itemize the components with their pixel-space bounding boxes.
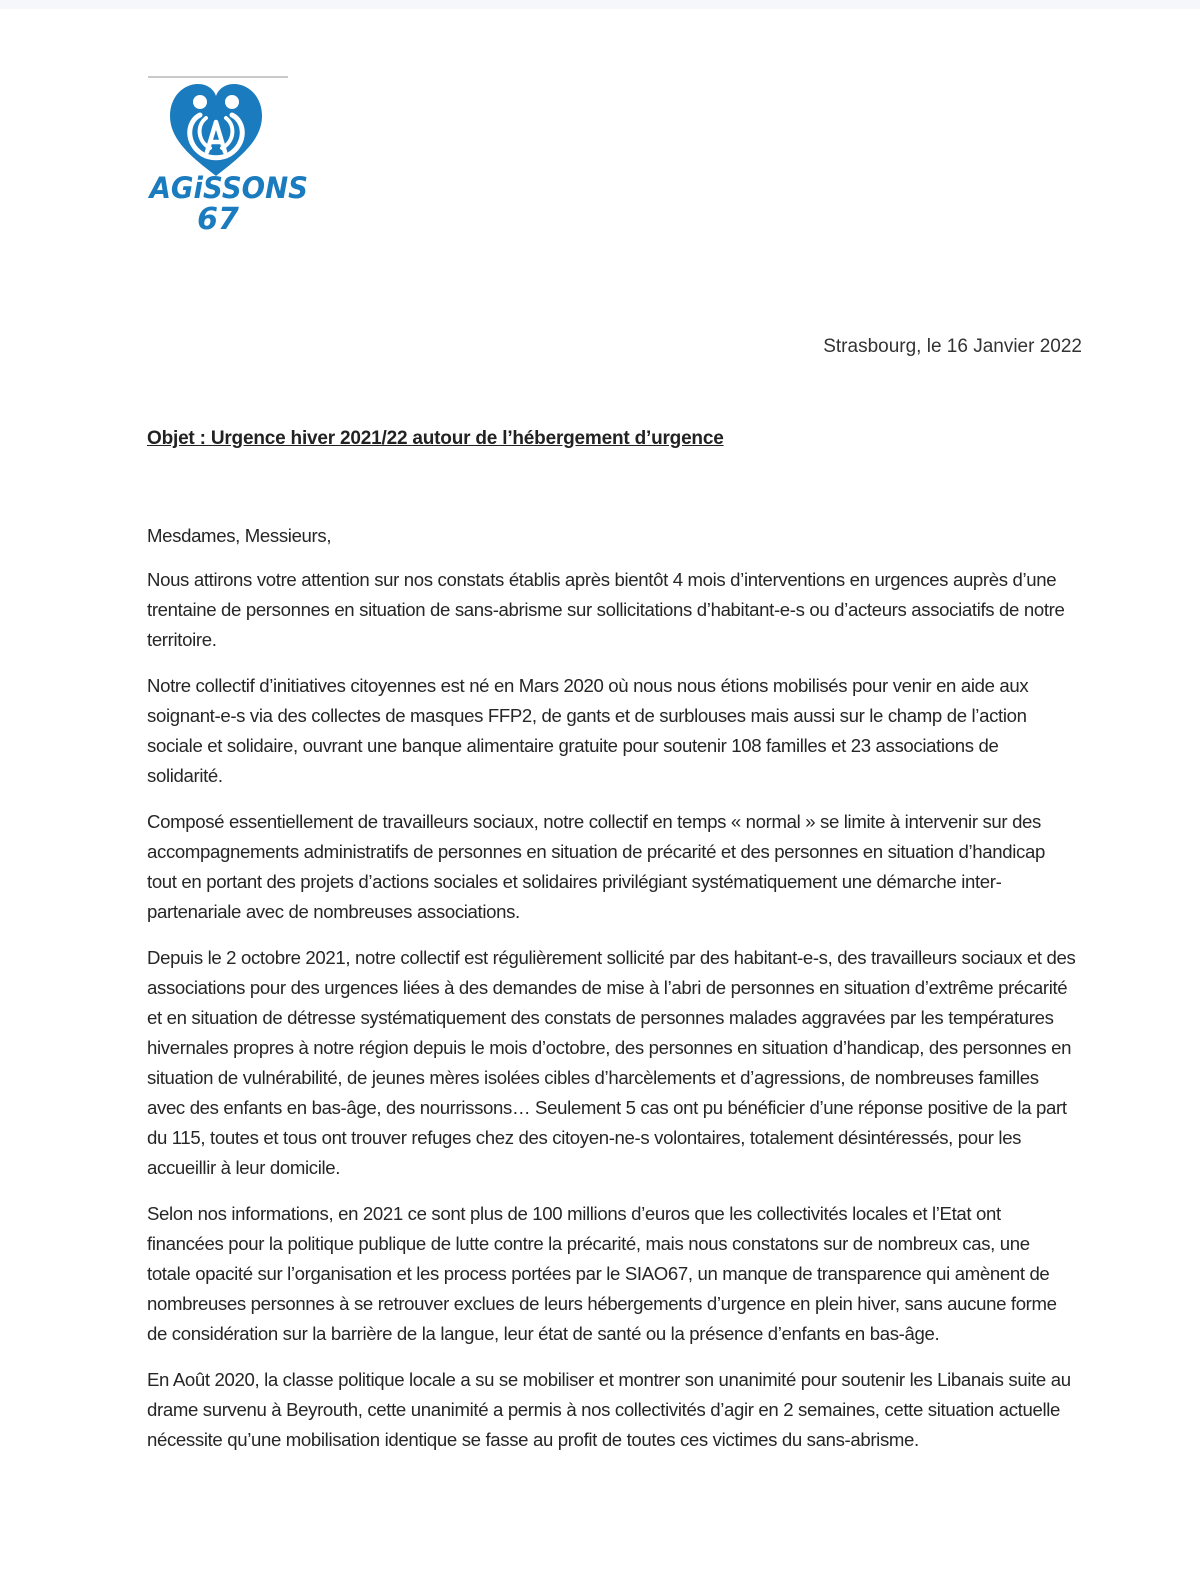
logo-number: 67: [197, 202, 239, 237]
heart-with-two-figures-and-letter-a-icon: [166, 82, 266, 178]
paragraph-since-october: Depuis le 2 octobre 2021, notre collectif est régulièrement sollicité par des habitant-e-s, des travailleurs sociaux et des associations pour des urgences liées à des demandes de mise à l’abri de personnes en situation d’extrême précarité et en situation de détresse systématiquement des constats de personnes malades aggravées par les températures hivernales propres à notre région depuis le mois d’octobre, des personnes en situation d’handicap, des personnes en situation de vulnérabilité, de jeunes mères isolées cibles d’harcèlements et d’agressions, de nombreuses familles avec des enfants en bas-âge, des nourrissons… Seulement 5 cas ont pu bénéficier d’une réponse positive de la part du 115, toutes et tous ont trouver refuges chez des citoyen-ne-s volontaires, totalement désintéressés, pour les accueillir à leur domicile.: [147, 947, 1076, 1178]
top-edge-strip: [0, 0, 1200, 9]
paragraph-introduction: Nous attirons votre attention sur nos constats établis après bientôt 4 mois d’interventions en urgences auprès d’une trentaine de personnes en situation de sans-abrisme sur sollicitations d’habitant-e-s ou d’acteurs associatifs de notre territoire.: [147, 569, 1065, 650]
paragraph-august-2020: En Août 2020, la classe politique locale a su se mobiliser et montrer son unanimité pour soutenir les Libanais suite au drame survenu à Beyrouth, cette unanimité a permis à nos collectivités d’agir en 2 semaines, cette situation actuelle nécessite qu’une mobilisation identique se fasse au profit de toutes ces victimes du sans-abrisme.: [147, 1369, 1071, 1450]
place-and-date: Strasbourg, le 16 Janvier 2022: [823, 336, 1082, 357]
salutation: Mesdames, Messieurs,: [147, 525, 332, 546]
paragraph-collective-origin: Notre collectif d’initiatives citoyennes est né en Mars 2020 où nous nous étions mobilisés pour venir en aide aux soignant-e-s via des collectes de masques FFP2, de gants et de surblouses mais aussi sur le champ de l’action sociale et solidaire, ouvrant une banque alimentaire gratuite pour soutenir 108 familles et 23 associations de solidarité.: [147, 675, 1029, 786]
letter-body: [147, 521, 1077, 1471]
letter-subject: Objet : Urgence hiver 2021/22 autour de l’hébergement d’urgence: [147, 428, 724, 449]
logo-text: [146, 171, 309, 237]
paragraph-funding-opacity: Selon nos informations, en 2021 ce sont plus de 100 millions d’euros que les collectivités locales et l’Etat ont financées pour la politique publique de lutte contre la précarité, mais nous constatons sur de nombreux cas, une totale opacité sur l’organisation et les process portées par le SIAO67, un manque de transparence qui amènent de nombreuses personnes à se retrouver exclues de leurs hébergements d’urgence en plein hiver, sans aucune forme de considération sur la barrière de la langue, leur état de santé ou la présence d’enfants en bas-âge.: [147, 1203, 1057, 1344]
organization-logo: [146, 76, 309, 244]
logo-divider: [148, 76, 288, 78]
logo-name: AGiSSONS: [149, 171, 309, 205]
paragraph-collective-composition: Composé essentiellement de travailleurs sociaux, notre collectif en temps « normal » se limite à intervenir sur des accompagnements administratifs de personnes en situation de précarité et des personnes en situation d’handicap tout en portant des projets d’actions sociales et solidaires privilégiant systématiquement une démarche inter-partenariale avec de nombreuses associations.: [147, 811, 1045, 922]
